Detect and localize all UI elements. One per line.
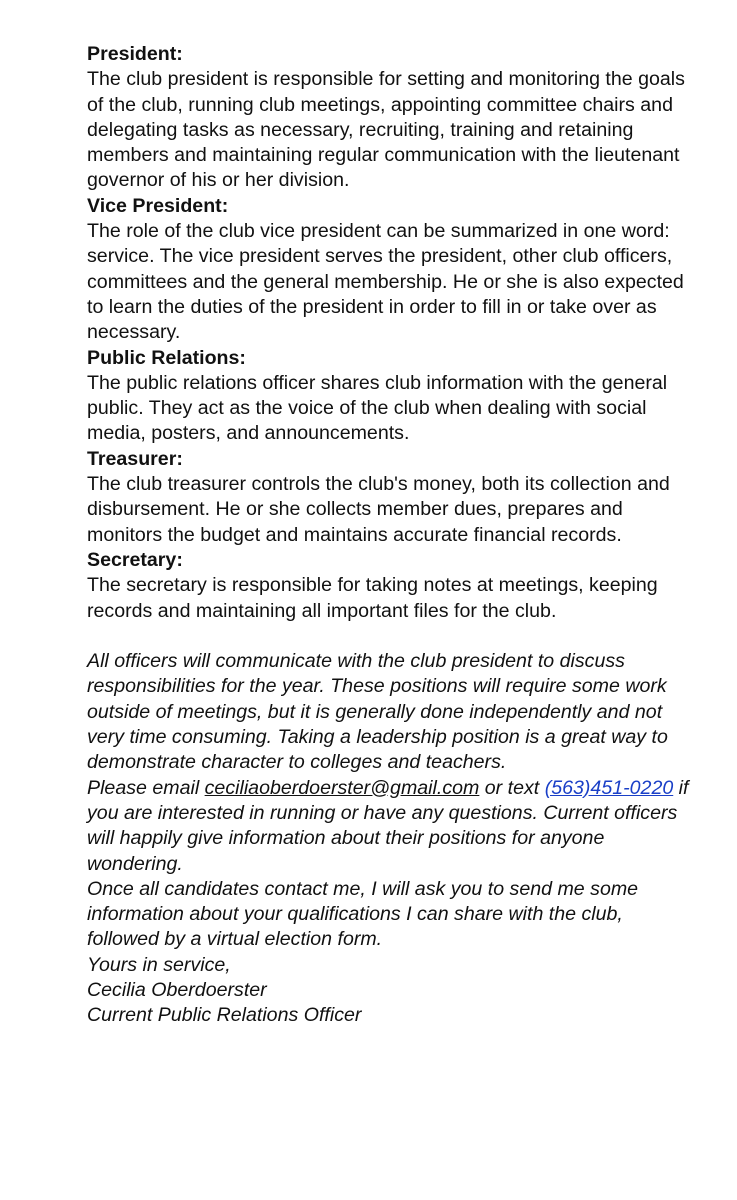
section-heading: President: <box>87 43 183 65</box>
section-secretary <box>87 548 697 624</box>
section-body: The club president is responsible for setting and monitoring the goals of the club, running club meetings, appointing committee chairs and delegating tasks as necessary, recruiting, training and retaining members and maintaining regular communication with the lieutenant governor of his or her division. <box>87 68 685 192</box>
signature-title: Current Public Relations Officer <box>87 1004 362 1027</box>
blank-line <box>87 624 697 649</box>
section-body: The club treasurer controls the club's money, both its collection and disbursement. He or she collects member dues, prepares and monitors the budget and maintains accurate financial records. <box>87 473 670 546</box>
contact-suffix: if you are interested in running or have any questions. Current officers will happily give information about their positions for anyone wondering. <box>87 776 689 875</box>
section-heading: Vice President: <box>87 194 229 217</box>
section-president <box>87 42 697 194</box>
section-heading: Secretary: <box>87 548 183 571</box>
section-public-relations <box>87 346 697 447</box>
closing-message <box>87 649 697 1028</box>
section-treasurer <box>87 447 697 548</box>
section-vice-president <box>87 194 697 346</box>
section-body: The secretary is responsible for taking notes at meetings, keeping records and maintaining all important files for the club. <box>87 574 658 622</box>
section-heading: Treasurer: <box>87 447 183 470</box>
contact-middle: or text <box>479 776 545 799</box>
candidates-paragraph: Once all candidates contact me, I will ask you to send me some information about your qualifications I can share with the club, followed by a virtual election form. <box>87 877 639 951</box>
phone-link[interactable]: (563)451-0220 <box>544 776 674 799</box>
contact-prefix: Please email <box>87 776 205 799</box>
section-heading: Public Relations: <box>87 346 246 369</box>
email-link[interactable]: ceciliaoberdoerster@gmail.com <box>204 776 480 799</box>
section-body: The role of the club vice president can be summarized in one word: service. The vice president serves the president, other club officers, committees and the general membership. He or she is also expected to learn the duties of the president in order to fill in or take over as necessary. <box>87 220 684 344</box>
contact-paragraph <box>87 776 697 877</box>
signoff: Yours in service, <box>87 953 231 976</box>
section-body: The public relations officer shares club information with the general public. They act as the voice of the club when dealing with social media, posters, and announcements. <box>87 371 668 445</box>
closing-intro: All officers will communicate with the club president to discuss responsibilities for the year. These positions will require some work outside of meetings, but it is generally done independently and not very time consuming. Taking a leadership position is a great way to demonstrate character to colleges and teachers. <box>87 650 668 774</box>
signature-name: Cecilia Oberdoerster <box>87 978 267 1001</box>
